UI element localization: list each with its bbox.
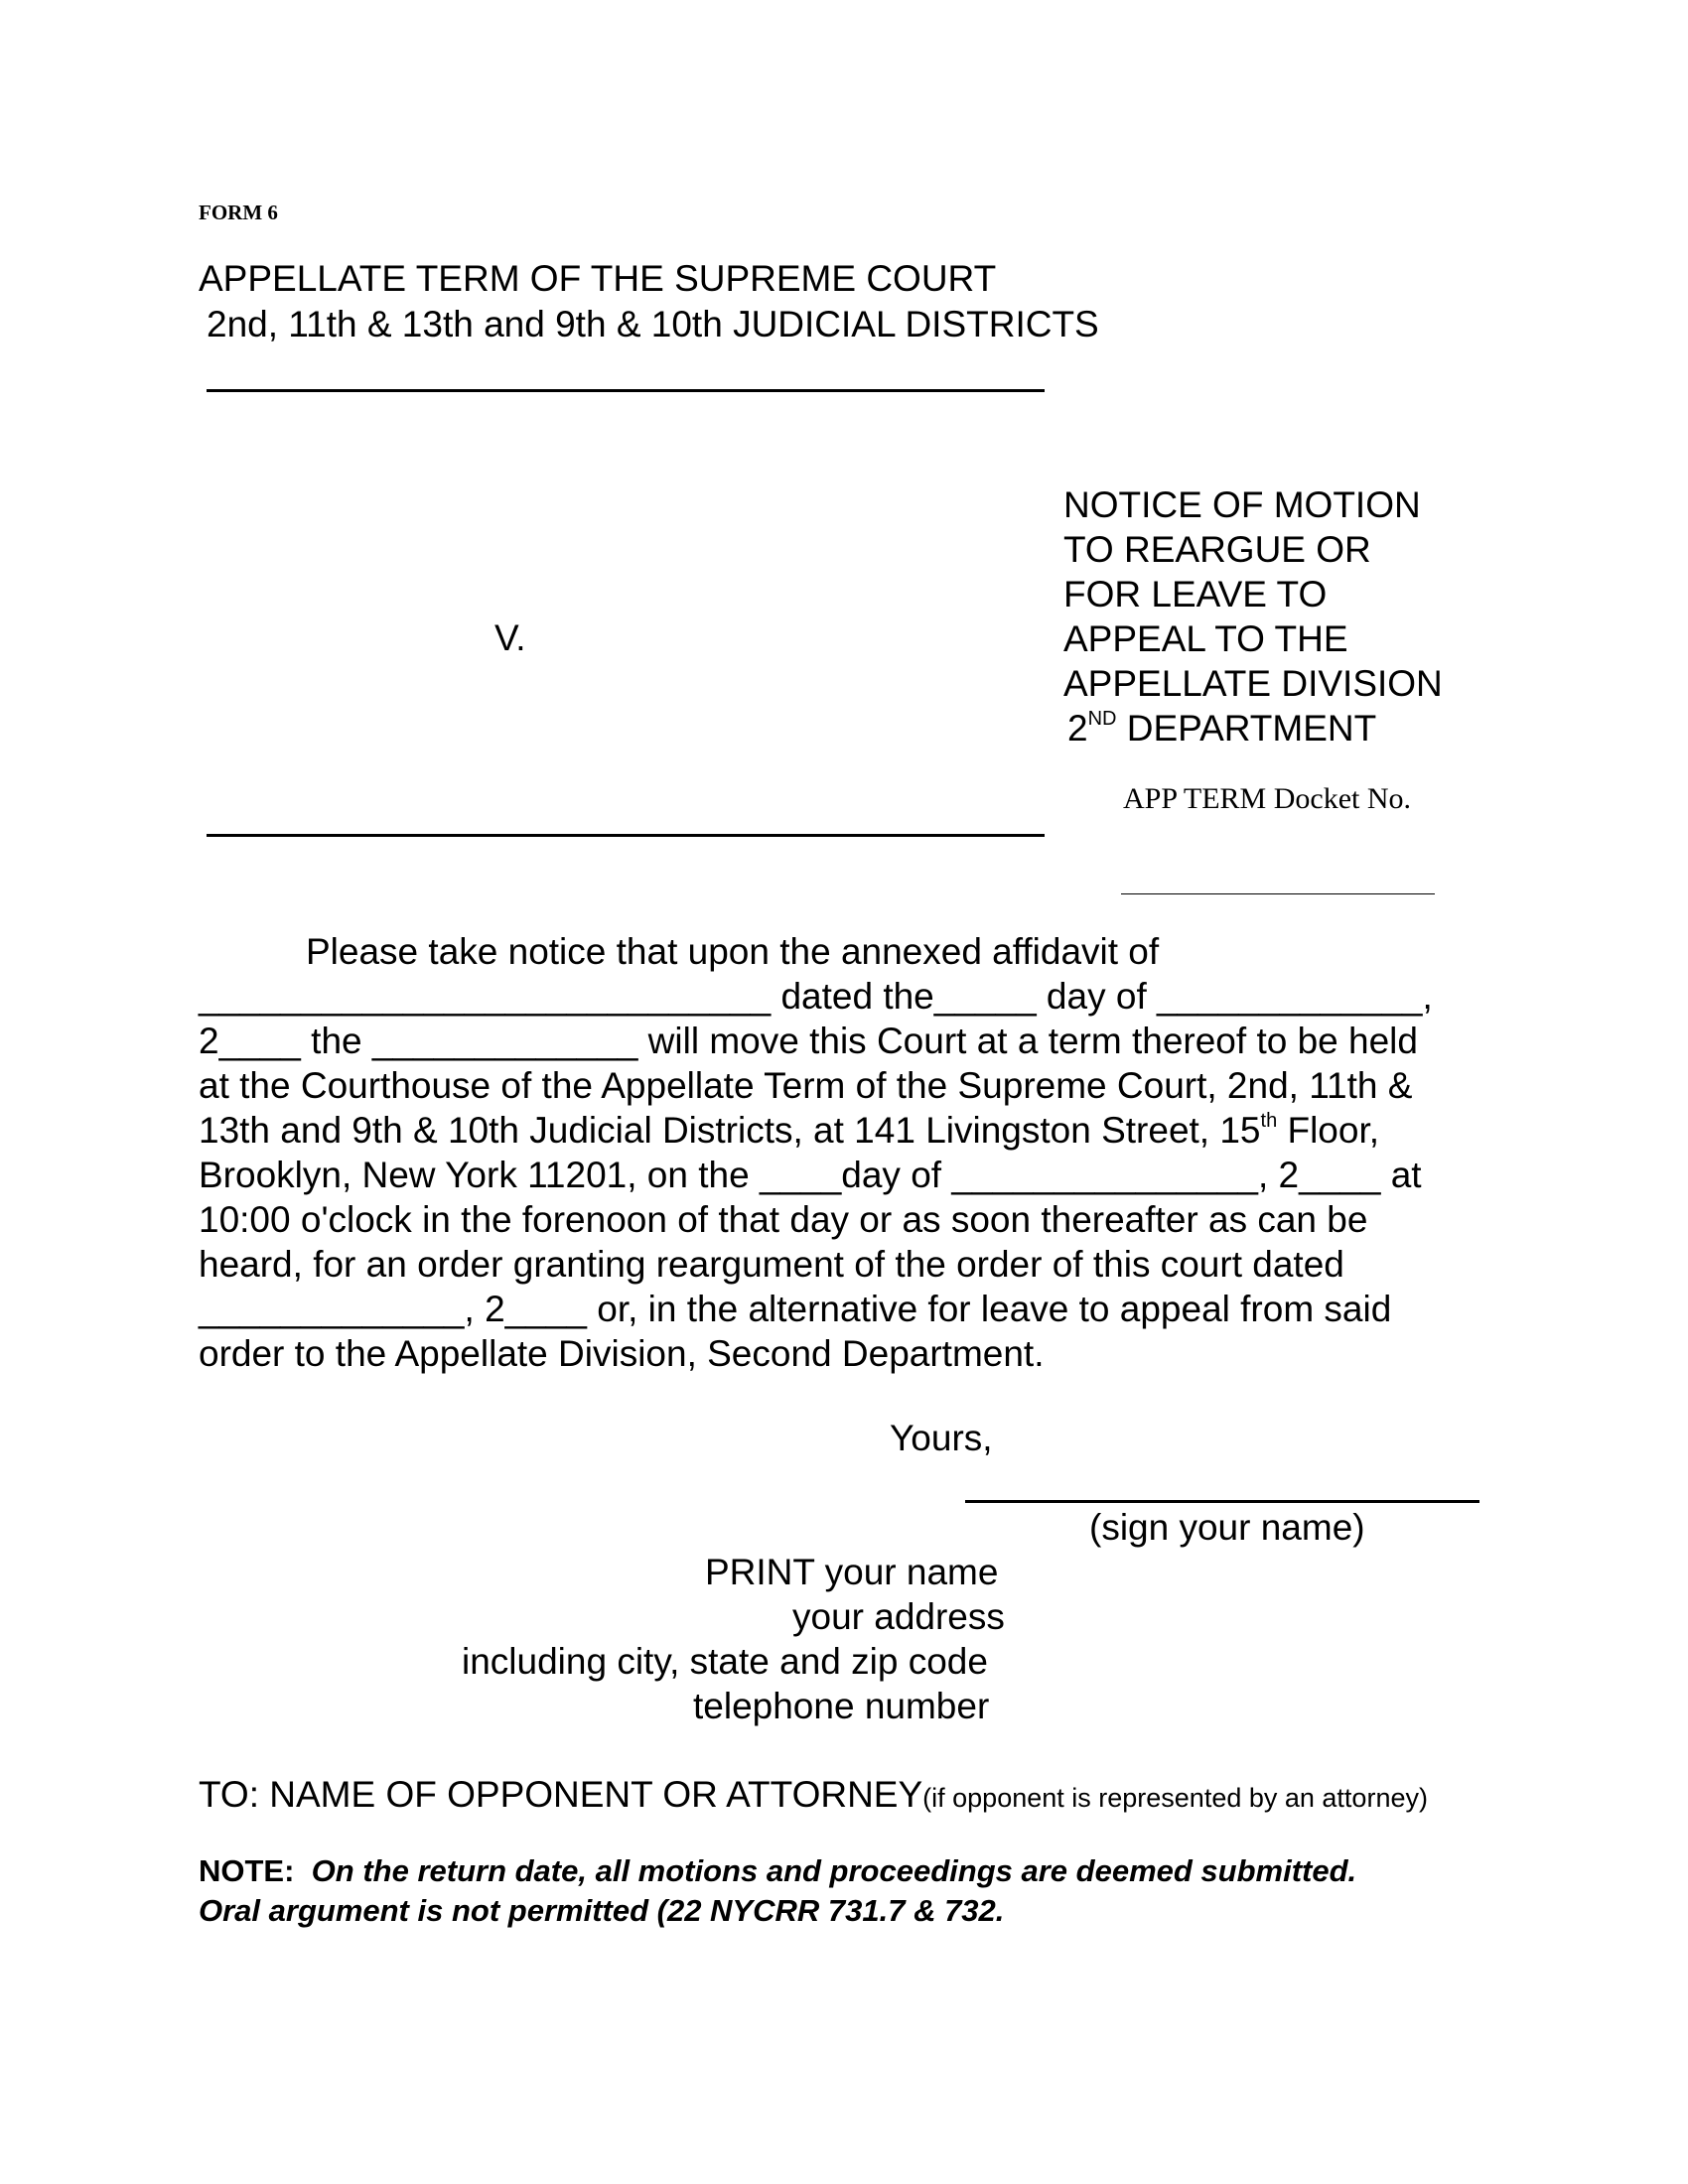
title-line: APPELLATE DIVISION: [1063, 663, 1443, 704]
versus-label: V.: [494, 617, 526, 658]
address-label: your address: [792, 1596, 1005, 1637]
defendant-line: [207, 834, 1045, 837]
sign-label: (sign your name): [1089, 1507, 1365, 1548]
title-line: TO REARGUE OR: [1063, 529, 1371, 570]
title-line: 2ND DEPARTMENT: [1067, 708, 1377, 749]
court-name: APPELLATE TERM OF THE SUPREME COURT: [199, 258, 997, 299]
docket-label: APP TERM Docket No.: [1123, 782, 1412, 815]
body-line: order to the Appellate Division, Second Department.: [199, 1333, 1045, 1374]
note-line: [199, 1891, 1356, 1931]
note-text: On the return date, all motions and proceedings are deemed submitted.: [311, 1853, 1357, 1888]
body-line: 2____ the _____________ will move this Court at a term thereof to be held: [199, 1021, 1418, 1061]
notice-body: [199, 929, 1433, 1376]
body-line: 13th and 9th & 10th Judicial Districts, at 141 Livingston Street, 15th Floor,: [199, 1110, 1380, 1151]
body-line: heard, for an order granting reargument of the order of this court dated: [199, 1244, 1344, 1285]
signature-line: [965, 1500, 1479, 1503]
note-block: [199, 1851, 1356, 1931]
to-opponent: [199, 1774, 1428, 1816]
body-line: _____________, 2____ or, in the alternative for leave to appeal from said: [199, 1289, 1392, 1329]
to-label: TO: NAME OF OPPONENT OR ATTORNEY: [199, 1774, 923, 1815]
note-label: NOTE:: [199, 1853, 295, 1888]
form-label: FORM 6: [199, 201, 278, 224]
motion-title: [1063, 482, 1443, 751]
plaintiff-line: [207, 389, 1045, 392]
title-line: APPEAL TO THE: [1063, 618, 1348, 659]
body-line: 10:00 o'clock in the forenoon of that day or as soon thereafter as can be: [199, 1199, 1368, 1240]
city-state-zip-label: including city, state and zip code: [462, 1641, 988, 1682]
docket-number-line: [1121, 893, 1435, 894]
court-districts: 2nd, 11th & 13th and 9th & 10th JUDICIAL DISTRICTS: [207, 304, 1099, 344]
note-text: Oral argument is not permitted (22 NYCRR 731.7 & 732.: [199, 1893, 1005, 1928]
body-line: Brooklyn, New York 11201, on the ____day of _______________, 2____ at: [199, 1155, 1422, 1195]
note-line: [199, 1851, 1356, 1891]
print-name-label: PRINT your name: [705, 1552, 999, 1592]
body-line: at the Courthouse of the Appellate Term of the Supreme Court, 2nd, 11th &: [199, 1065, 1413, 1106]
body-line: Please take notice that upon the annexed affidavit of: [306, 931, 1160, 972]
body-line: ____________________________ dated the_____ day of _____________,: [199, 976, 1433, 1017]
to-parenthetical: (if opponent is represented by an attorney): [922, 1783, 1428, 1813]
title-line: FOR LEAVE TO: [1063, 574, 1328, 614]
telephone-label: telephone number: [693, 1686, 990, 1726]
title-line: NOTICE OF MOTION: [1063, 484, 1421, 525]
closing-yours: Yours,: [890, 1418, 993, 1458]
